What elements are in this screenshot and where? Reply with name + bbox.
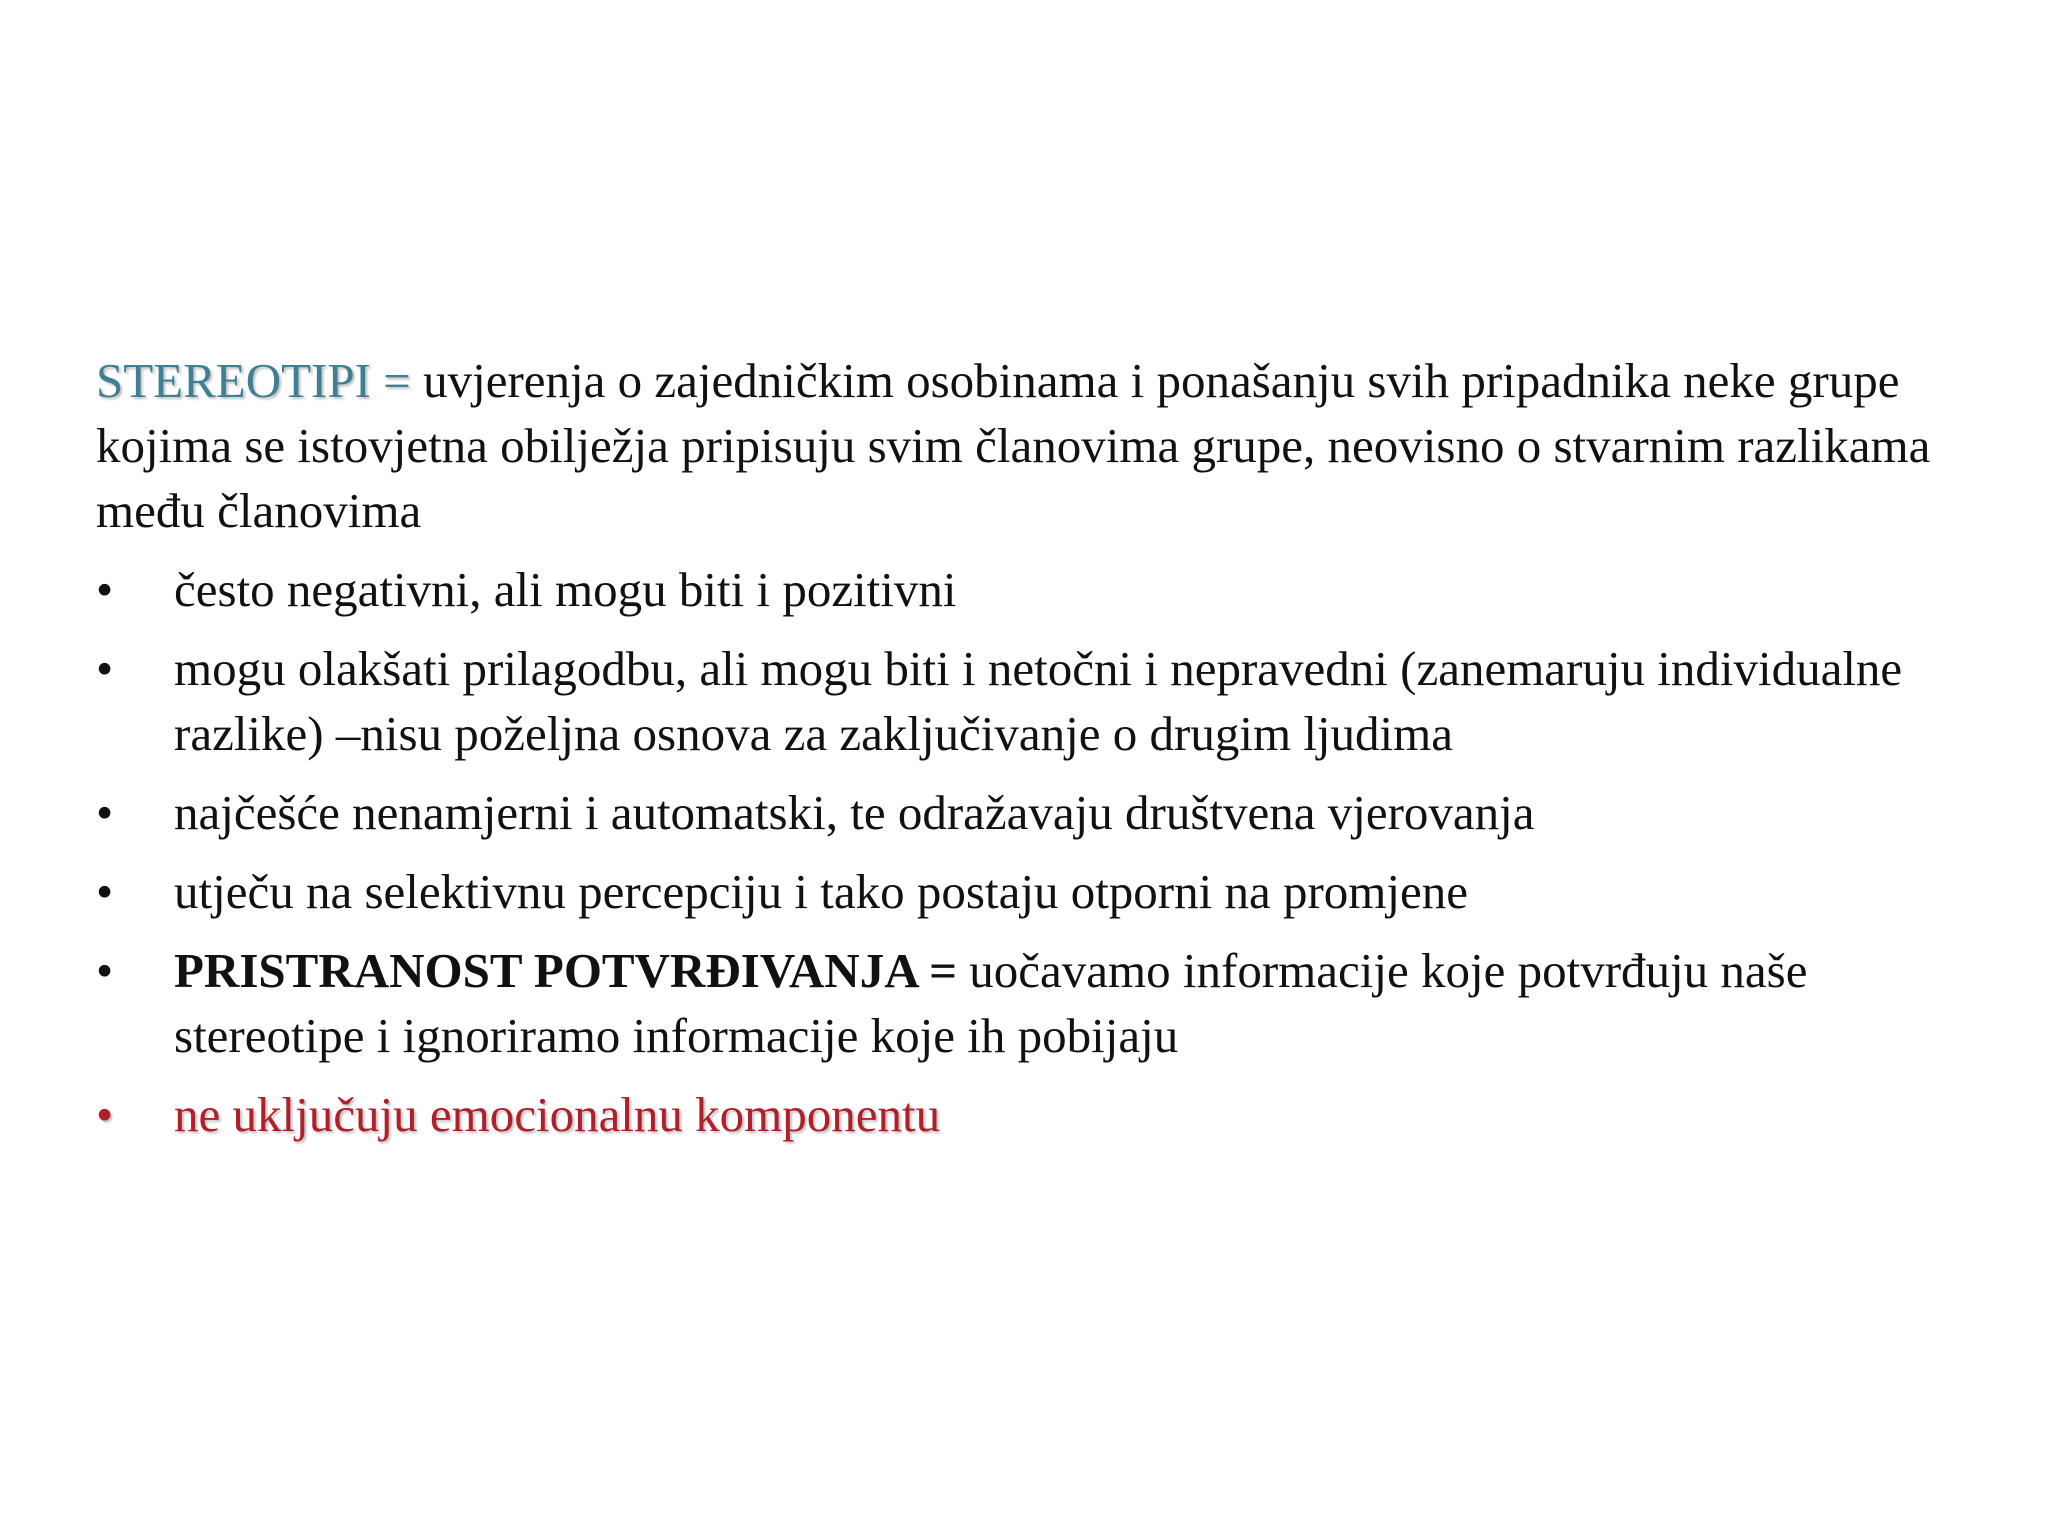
definition-paragraph xyxy=(96,348,1976,543)
bullet-item xyxy=(96,636,1976,766)
bullet-item xyxy=(96,557,1976,622)
bullet-dot-icon: • xyxy=(96,864,114,919)
bullet-text: utječu na selektivnu percepciju i tako postaju otporni na promjene xyxy=(174,864,1469,919)
bullet-text: ne uključuju emocionalnu komponentu xyxy=(174,1087,941,1142)
definition-term: STEREOTIPI = xyxy=(96,353,411,408)
bullet-dot-icon: • xyxy=(96,641,114,696)
bullet-item xyxy=(96,938,1976,1068)
bullet-text: mogu olakšati prilagodbu, ali mogu biti i netočni i nepravedni (zanemaruju individualne razlike) –nisu poželjna osnova za zaključivanje o drugim ljudima xyxy=(174,641,1903,761)
bullet-item xyxy=(96,780,1976,845)
bullet-text: često negativni, ali mogu biti i pozitivni xyxy=(174,562,957,617)
bias-term: PRISTRANOST POTVRĐIVANJA = xyxy=(174,943,958,998)
bullet-dot-icon: • xyxy=(96,562,114,617)
bullet-list xyxy=(96,557,1976,1147)
bullet-item xyxy=(96,859,1976,924)
bullet-item-highlight xyxy=(96,1082,1976,1147)
bullet-dot-icon: • xyxy=(96,943,114,998)
slide-content xyxy=(96,348,1976,1161)
bullet-dot-icon: • xyxy=(96,785,114,840)
bullet-dot-icon: • xyxy=(96,1087,114,1142)
definition-text: uvjerenja o zajedničkim osobinama i ponašanju svih pripadnika neke grupe kojima se istovjetna obilježja pripisuju svim članovima grupe, neovisno o stvarnim razlikama među članovima xyxy=(96,353,1931,538)
bullet-text: uočavamo informacije koje potvrđuju naše stereotipe i ignoriramo informacije koje ih pobijaju xyxy=(174,943,1808,1063)
bullet-text: najčešće nenamjerni i automatski, te odražavaju društvena vjerovanja xyxy=(174,785,1535,840)
